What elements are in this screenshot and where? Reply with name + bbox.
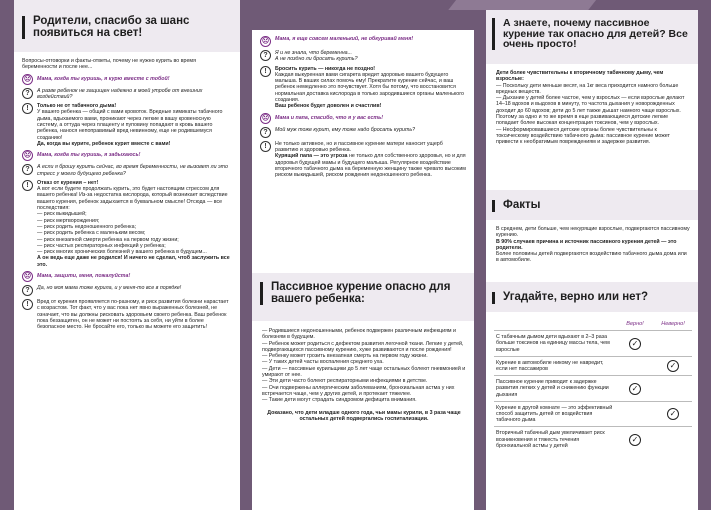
list-item: — Ребенок может родиться с дефектом развития легочной ткани. Легкие у детей, подвергающихся пассивному курению, хуже развиваются и после рождения!	[262, 341, 466, 354]
quiz-statement: Курение в другой комнате — это эффективный способ защитить детей от воздействия табачного дыма	[494, 401, 616, 427]
quiz-heading: Угадайте, верно или нет?	[492, 292, 648, 304]
quiz-statement: Пассивное курение приводит к задержке развития легких у детей и снижению функции дыхания	[494, 376, 616, 402]
table-row	[494, 401, 692, 427]
table-row	[494, 427, 692, 452]
list-item: — Дыхание у детей более частое, чем у взрослых — если взрослые делают 14–18 вдохов и выдохов в минуту, то частота дыхания у новорожденных доходит до 60 вдохов; дети до 5 лет также дышат намного чаще взрослых. Поэтому за одно и то же время в еще развивающиеся детские легкие попадает более высокая концентрация токсинов, чем у взрослых.	[496, 95, 690, 126]
fact-bold: Курящий папа — это угроза	[275, 153, 348, 160]
exclamation-icon	[22, 299, 33, 310]
list-item: — Поскольку дети меньше весят, на 1кг веса приходится намного больше вредных веществ.	[496, 83, 690, 96]
excuse-text: Да, но моя мама тоже курила, и у меня-то все в порядке!	[37, 285, 182, 292]
facts-bold: В 90% случаев причина и источник пассивного курения детей — это родители.	[496, 238, 677, 251]
excuse-text: Мой муж тоже курит, ему тоже надо бросать курить?	[275, 126, 416, 133]
why-content	[496, 70, 690, 146]
fact-1	[22, 103, 232, 147]
list-item: — риск родить недоношенного ребенка;	[37, 224, 232, 230]
list-item: — риск внезапной смерти ребенка на первом году жизни;	[37, 237, 232, 243]
fact-block	[37, 180, 232, 268]
false-column-label: Неверно!	[661, 321, 685, 327]
facts-text: Более половины детей подвергаются воздействию табачного дыма дома или в автомобиле.	[496, 251, 687, 264]
check-icon	[629, 434, 641, 446]
passive-content	[262, 328, 466, 422]
list-item: — риск частых респираторных инфекций у ребенка;	[37, 243, 232, 249]
quiz-content	[494, 318, 692, 452]
table-row	[494, 331, 692, 357]
column-left	[14, 0, 240, 510]
fact-body: Не только активное, но и пассивное курение матери наносит ущерб развитию и здоровью ребенка.	[275, 140, 443, 153]
exclamation-icon	[22, 180, 33, 191]
why-list	[496, 83, 690, 146]
background-stripe	[448, 0, 611, 10]
facts-content	[496, 226, 690, 264]
check-icon	[667, 408, 679, 420]
fact-body: Каждая выкуренная вами сигарета вредит здоровью вашего будущего малыша. В ваших силах помочь ему! Прекратите курение сейчас, и ваш ребенок немедленно это почувствует. Хотя бы потому, что восстановится нормальная доставка кислорода в только зародившиеся органы маленького создания.	[275, 71, 464, 104]
excuse-1	[22, 88, 232, 101]
list-item: — Несформировавшиеся детские органы более чувствительны к токсическому воздействию табачного дыма: пассивное курение может привести к необратимым повреждениям и задержке развития.	[496, 127, 690, 146]
table-row	[494, 356, 692, 375]
list-item: — Дети — пассивные курильщики до 5 лет чаще остальных болеют пневмонией и умирают от нее.	[262, 366, 466, 379]
list-item: — У таких детей часты воспаления среднего уха.	[262, 359, 466, 365]
excuse-text: А разве ребенок не защищен надежно в моей утробе от внешних воздействий?	[37, 87, 203, 100]
fact-bold: Ваш ребенок будет доволен и счастлив!	[275, 103, 382, 110]
passive-list	[262, 328, 466, 404]
question-icon	[260, 127, 271, 138]
quiz-statement: Курение в автомобиле никому не навредит, если нет пассажиров	[494, 356, 616, 375]
fact-body: А вот если будете продолжать курить, это будет настоящим стрессом для вашего ребенка! Из-за недостатка кислорода, который возникает вследствие вашего курения, ребенок задыхается в буквальном смысле! Отсюда — все последствия:	[37, 186, 228, 212]
child-quote-3	[22, 271, 232, 282]
sad-face-icon	[22, 150, 33, 161]
list-item: — риск мертворождения;	[37, 218, 232, 224]
list-item: — риск выкидышей;	[37, 211, 232, 217]
conclusion-text: Доказано, что дети младше одного года, чьи мамы курили, в 3 раза чаще остальных детей подвергались госпитализации.	[267, 409, 461, 422]
check-icon	[629, 338, 641, 350]
excuse-2	[22, 164, 232, 177]
middle-content	[260, 36, 466, 178]
child-quote-text: Мама, я еще совсем маленький, не обкуривай меня!	[275, 36, 414, 42]
excuse-text: А если я брошу курить сейчас, во время беременности, не вызовет ли это стресс у моего будущего ребенка?	[37, 164, 228, 177]
facts-heading: Факты	[492, 200, 540, 212]
child-quote-text: Мама, когда ты куришь, я курю вместе с тобой!	[37, 75, 170, 82]
true-column-label: Верно!	[626, 321, 644, 327]
fact-5	[260, 141, 466, 179]
question-icon	[22, 88, 33, 99]
fact-title: Отказ от курения – нет!	[37, 179, 99, 186]
excuse-text: Я и не знала, что беременна...	[275, 50, 353, 56]
excuse-4	[260, 50, 466, 63]
fact-title: Бросить курить — никогда не поздно!	[275, 65, 376, 72]
question-icon	[22, 285, 33, 296]
child-quote-5	[260, 113, 466, 124]
child-quote-text: Мама и папа, спасибо, что я у вас есть!	[275, 114, 384, 121]
fact-block	[275, 141, 466, 179]
sad-face-icon	[22, 74, 33, 85]
list-item: — Родившиеся недоношенными, ребенок подвержен различным инфекциям и болезням в будущем.	[262, 328, 466, 341]
fact-body: не только для собственного здоровья, но и для здоровья будущей мамы и будущего малыша. Регулярное воздействие вторичного табачного дыма на беременную женщину также чревато высоким риском выкидышей, риском рождения недоношенного ребенка.	[275, 153, 466, 179]
list-item: — Ребенку может грозить внезапная смерть на первом году жизни.	[262, 353, 466, 359]
risk-list	[37, 211, 232, 255]
child-quote-4	[260, 36, 466, 47]
left-content	[22, 58, 232, 331]
quiz-table	[494, 318, 692, 452]
fact-title: Только не от табачного дыма!	[37, 103, 117, 110]
fact-bold: Да, когда вы курите, ребенок курит вместе с вами!	[37, 140, 171, 147]
list-item: — Очи подвержены аллергическим заболеваниям, бронхиальная астма у них встречается чаще, чем у других детей, и протекает тяжелее.	[262, 385, 466, 398]
fact-block	[37, 103, 232, 147]
excuse-3	[22, 285, 232, 296]
excuse-block	[275, 50, 358, 63]
list-item: — риск многих хронических болезней у вашего ребенка в будущем...	[37, 249, 232, 255]
list-item: — Такие дети могут страдать синдромом дефицита внимания.	[262, 397, 466, 403]
facts-text: В среднем, дети больше, чем некурящие взрослые, подвергаются пассивному курению.	[496, 226, 690, 239]
table-row	[494, 376, 692, 402]
fact-4	[260, 66, 466, 110]
check-icon	[629, 383, 641, 395]
passive-heading: Пассивное курение опасно для вашего ребенка:	[260, 282, 460, 305]
left-heading: Родители, спасибо за шанс появиться на свет!	[22, 16, 222, 39]
check-icon	[667, 360, 679, 372]
question-icon	[22, 164, 33, 175]
fact-bold: А он ведь еще даже не родился! И ничего не сделал, чтоб заслужить все это.	[37, 255, 230, 268]
sad-face-icon	[260, 36, 271, 47]
list-item: — риск родить ребенка с маленьким весом;	[37, 230, 232, 236]
sad-face-icon	[260, 113, 271, 124]
sad-face-icon	[22, 271, 33, 282]
exclamation-icon	[260, 141, 271, 152]
exclamation-icon	[260, 66, 271, 77]
child-quote-2	[22, 150, 232, 161]
fact-body: У вашего ребенка — общий с вами кровоток. Вредные химикаты табачного дыма, вдыхаемого вами, проникают через легкие в вашу кровеносную систему, а оттуда через плаценту и пуповину попадают в кровь вашего ребенка, нанося непоправимый вред невинному, еще не родившемуся созданию!	[37, 109, 223, 141]
excuse-text: А не поздно ли бросать курить?	[275, 56, 358, 63]
column-middle	[252, 30, 474, 510]
fact-body: Вред от курения проявляется по-разному, и риск развития болезни нарастает с возрастом. Тот факт, что у вас пока нет явно выраженных болезней, не означает, что вы должны рисковать здоровьем своего ребенка. Ваш ребенок пока беззащитен, он не может ни постоять за себя, ни уйти в более безопасное место. Не бросайте его, только вы можете его защитить!	[37, 299, 229, 331]
fact-2	[22, 180, 232, 268]
quiz-header-row	[494, 318, 692, 331]
why-lead: Дети более чувствительны к вторичному табачному дыму, чем взрослые:	[496, 70, 664, 83]
fact-block	[275, 66, 466, 110]
column-right	[486, 10, 698, 510]
why-heading: А знаете, почему пассивное курение так опасно для детей? Все очень просто!	[492, 18, 692, 50]
child-quote-text: Мама, когда ты куришь, я задыхаюсь!	[37, 152, 141, 159]
list-item: — Эти дети часто болеют респираторными инфекциями в детстве.	[262, 378, 466, 384]
child-quote-1	[22, 74, 232, 85]
exclamation-icon	[22, 103, 33, 114]
intro-text: Вопросы-отговорки и факты-ответы, почему не нужно курить во время беременности и после нее...	[22, 58, 196, 71]
excuse-5	[260, 127, 466, 138]
question-icon	[260, 50, 271, 61]
fact-3	[22, 299, 232, 330]
child-quote-text: Мама, защити, меня, пожалуйста!	[37, 273, 131, 280]
quiz-statement: Вторичный табачный дым увеличивает риск возникновения и тяжесть течения бронхиальной астмы у детей	[494, 427, 616, 452]
quiz-statement: С табачным дымом дети вдыхают в 2–3 раза больше токсинов на единицу массы тела, чем взрослые	[494, 331, 616, 357]
